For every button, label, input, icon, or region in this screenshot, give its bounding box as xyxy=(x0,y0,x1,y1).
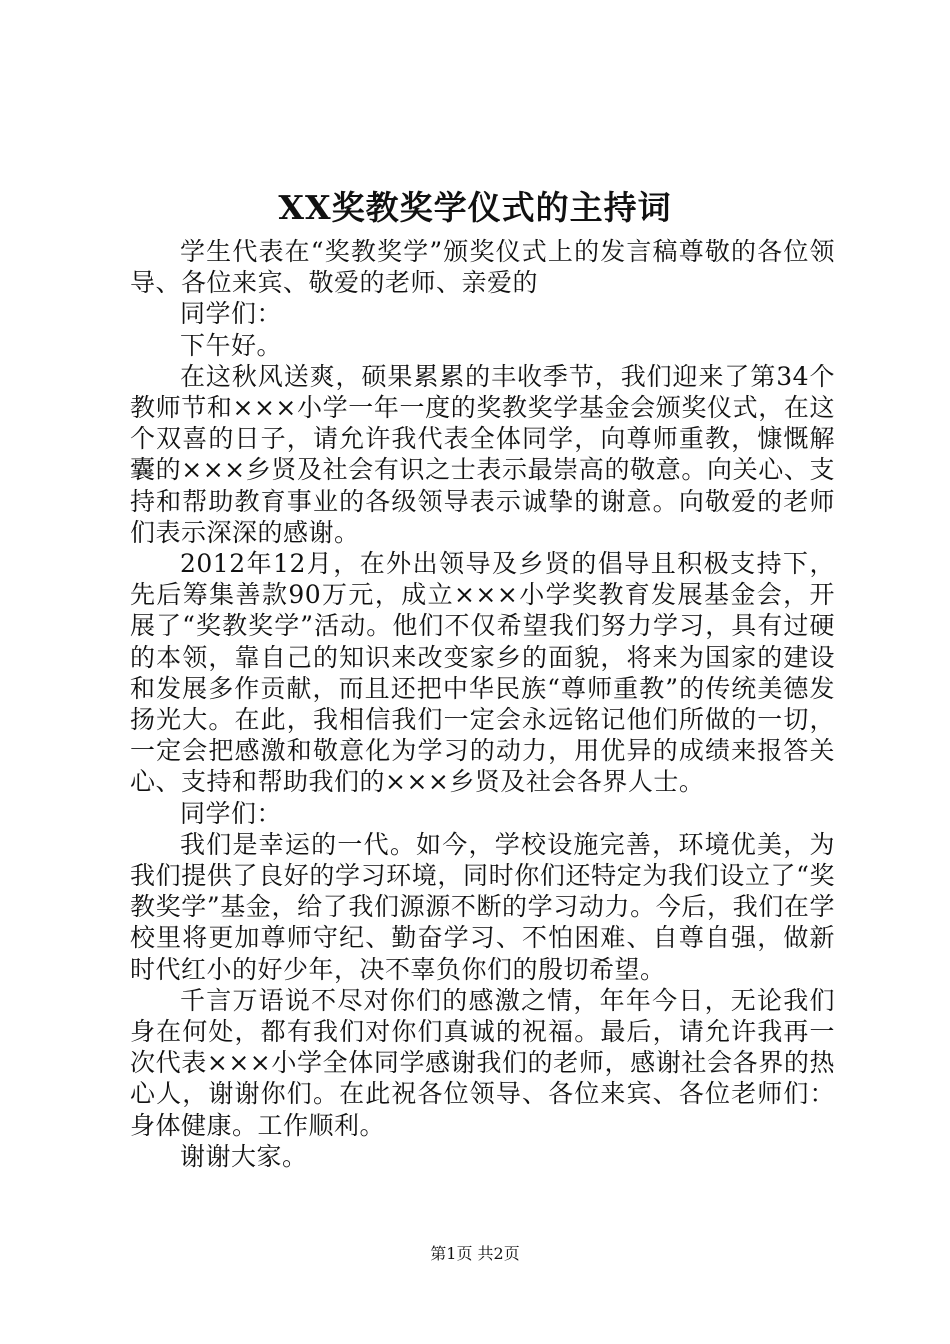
paragraph-greeting-classmates-2: 同学们： xyxy=(180,798,283,828)
page-footer: 第1页 共2页 xyxy=(430,1244,520,1263)
paragraph-foundation: 2012年12月，在外出领导及乡贤的倡导且积极支持下，先后筹集善款90万元，成立×××小学奖教育发展基金会，开展了“奖教奖学”活动。他们不仅希望我们努力学习，具有过硬的本领，靠自己的知识来改变家乡的面貌，将来为国家的建设和发展多作贡献，而且还把中华民族“尊师重教”的传统美德发扬光大。在此，我相信我们一定会永远铭记他们所做的一切，一定会把感激和敬意化为学习的动力，用优异的成绩来报答关心、支持和帮助我们的×××乡贤及社会各界人士。 xyxy=(130,549,835,797)
document-body xyxy=(130,236,835,1172)
paragraph-gratitude: 千言万语说不尽对你们的感激之情，年年今日，无论我们身在何处，都有我们对你们真诚的祝福。最后，请允许我再一次代表×××小学全体同学感谢我们的老师，感谢社会各界的热心人，谢谢你们。在此祝各位领导、各位来宾、各位老师们：身体健康。工作顺利。 xyxy=(130,985,835,1140)
paragraph-thanks: 谢谢大家。 xyxy=(180,1141,308,1171)
paragraph-teachers-day: 在这秋风送爽，硕果累累的丰收季节，我们迎来了第34个教师节和×××小学一年一度的奖教奖学基金会颁奖仪式，在这个双喜的日子，请允许我代表全体同学，向尊师重教，慷慨解囊的×××乡贤及社会有识之士表示最崇高的敬意。向关心、支持和帮助教育事业的各级领导表示诚挚的谢意。向敬爱的老师们表示深深的感谢。 xyxy=(130,361,835,547)
paragraph-intro: 学生代表在“奖教奖学”颁奖仪式上的发言稿尊敬的各位领导、各位来宾、敬爱的老师、亲爱的 xyxy=(130,237,835,298)
paragraph-greeting-classmates: 同学们： xyxy=(180,299,283,329)
paragraph-lucky-generation: 我们是幸运的一代。如今，学校设施完善，环境优美，为我们提供了良好的学习环境，同时你们还特定为我们设立了“奖教奖学”基金，给了我们源源不断的学习动力。今后，我们在学校里将更加尊师守纪、勤奋学习、不怕困难、自尊自强，做新时代红小的好少年，决不辜负你们的殷切希望。 xyxy=(130,829,835,984)
paragraph-good-afternoon: 下午好。 xyxy=(180,330,283,360)
document-title: XX奖教奖学仪式的主持词 xyxy=(278,188,672,227)
